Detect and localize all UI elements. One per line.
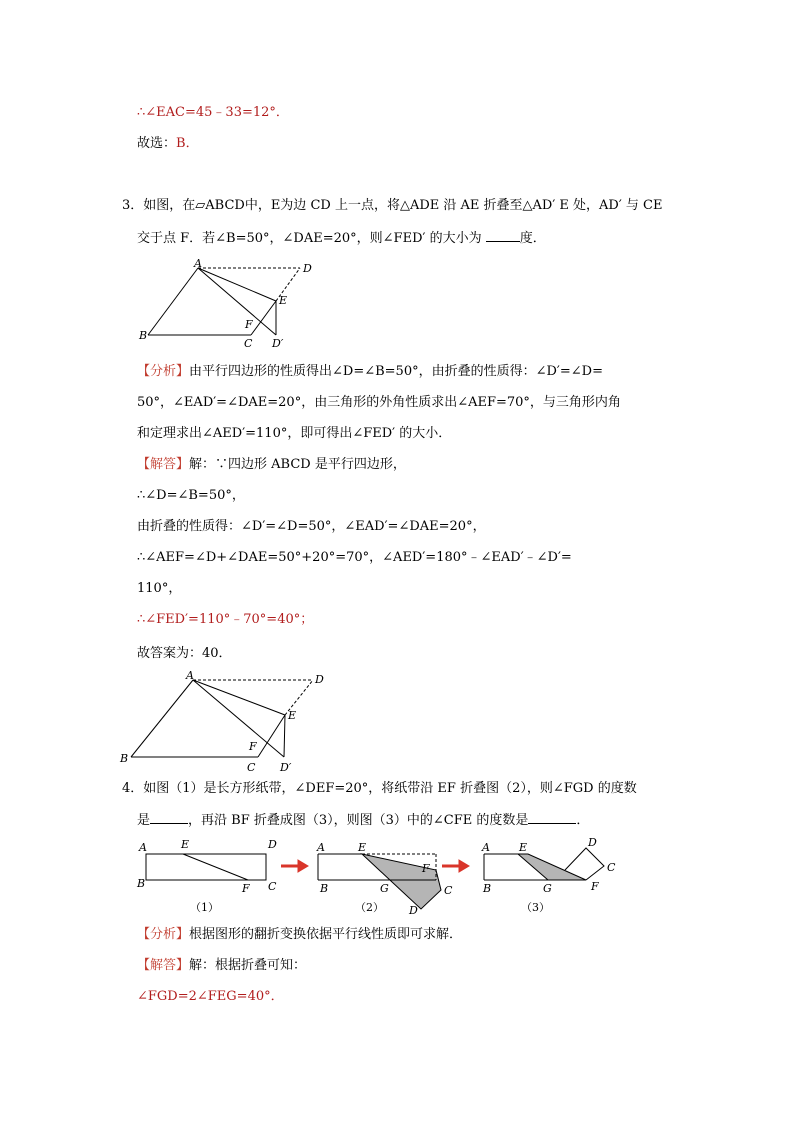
q4-fig2-label-c: C [444, 884, 453, 897]
q3-fig1-label-d: D [303, 262, 312, 275]
q4-fig3-label-f: F [591, 880, 599, 893]
q3-fig2-label-a: A [186, 669, 194, 682]
q4-fig3-label-g: G [543, 882, 552, 895]
q3-solution-line2: 由折叠的性质得：∠D′=∠D=50°，∠EAD′=∠DAE=20°， [137, 519, 486, 534]
q4-fig2-label-a: A [317, 841, 325, 854]
q3-solution-line1: ∴∠D=∠B=50°， [137, 488, 245, 503]
q3-analysis-line3: 和定理求出∠AED′=110°，即可得出∠FED′ 的大小． [137, 426, 452, 441]
q3-final-answer: 故答案为：40． [137, 646, 232, 661]
q3-analysis-tag: 【分析】 [137, 364, 190, 379]
q4-analysis-tag: 【分析】 [137, 927, 190, 942]
q4-figure-strip [136, 834, 626, 922]
q4-answer-blank-2 [528, 811, 576, 824]
q4-fig1-label-e: E [181, 838, 190, 851]
q4-fig3-label-d: D [588, 836, 597, 849]
q4-fig1-label-f: F [242, 882, 250, 895]
q4-solution-head: 【解答】解：根据折叠可知： [137, 958, 307, 973]
q3-fig1-label-c: C [244, 337, 253, 350]
q4-fig1-label-b: B [137, 877, 146, 890]
q3-fig2-label-e: E [288, 709, 297, 722]
q4-fig3-label-c: C [607, 861, 616, 874]
q4-fig3-label-a: A [482, 841, 490, 854]
q3-fig2-label-dprime: D′ [280, 761, 292, 774]
q4-stem-line1: 4．如图（1）是长方形纸带，∠DEF=20°，将纸带沿 EF 折叠图（2），则∠FGD 的度数 [122, 781, 637, 796]
arrow-icon [442, 860, 469, 872]
q4-fig1-label-a: A [139, 841, 147, 854]
q2-conclusion: ∴∠EAC=45﹣33=12°． [137, 105, 289, 120]
q4-fig1-caption: （1） [190, 901, 219, 914]
q4-fig2-label-b: B [320, 882, 329, 895]
q3-solution-line4: 110°， [137, 581, 182, 596]
q3-fig1-label-dprime: D′ [272, 337, 284, 350]
q3-fig2-label-f: F [249, 740, 257, 753]
q3-solution-line5: ∴∠FED′=110°﹣70°=40°； [137, 612, 314, 627]
q4-fig1-label-d: D [268, 838, 277, 851]
q4-analysis: 【分析】根据图形的翻折变换依据平行线性质即可求解． [137, 927, 463, 942]
q3-figure-1 [138, 258, 338, 353]
q4-fig2-label-e: E [358, 841, 367, 854]
q4-fig2-caption: （2） [355, 901, 384, 914]
q3-analysis-line2: 50°，∠EAD′=∠DAE=20°，由三角形的外角性质求出∠AEF=70°，与三角形内角 [137, 395, 621, 410]
q4-fig2-label-f: F [422, 862, 430, 875]
arrow-icon [281, 860, 308, 872]
q4-fig1-label-c: C [268, 880, 277, 893]
q4-fig2-label-d: D [409, 904, 418, 917]
q3-fig2-label-b: B [120, 752, 129, 765]
q4-answer-blank-1 [150, 811, 188, 824]
q3-fig1-label-f: F [245, 318, 253, 331]
q3-figure-2 [118, 668, 338, 776]
q3-stem-line1: 3．如图，在▱ABCD中，E为边 CD 上一点，将△ADE 沿 AE 折叠至△AD′ E 处，AD′ 与 CE [122, 198, 663, 213]
q4-fig3-label-e: E [519, 841, 528, 854]
q2-answer-choice: B． [176, 136, 199, 151]
q4-fig3-label-b: B [483, 882, 492, 895]
q3-fig1-label-b: B [139, 329, 148, 342]
q4-solution-line1: ∠FGD=2∠FEG=40°． [137, 989, 284, 1004]
q2-answer: 故选：B． [137, 136, 199, 151]
q3-solution-tag: 【解答】 [137, 457, 190, 472]
q3-fig2-label-c: C [247, 761, 256, 774]
q4-solution-tag: 【解答】 [137, 958, 190, 973]
q3-fig2-label-d: D [315, 673, 324, 686]
q3-answer-blank [486, 229, 520, 242]
q3-analysis-line1: 【分析】由平行四边形的性质得出∠D=∠B=50°，由折叠的性质得：∠D′=∠D= [137, 364, 603, 379]
q3-fig1-label-e: E [279, 294, 288, 307]
q4-stem-line2: 是 ，再沿 BF 折叠成图（3），则图（3）中的∠CFE 的度数是 ． [137, 813, 590, 828]
q4-fig3-caption: （3） [521, 901, 550, 914]
q3-fig1-label-a: A [194, 257, 202, 270]
q3-solution-line3: ∴∠AEF=∠D+∠DAE=50°+20°=70°，∠AED′=180°﹣∠EAD′﹣∠D′= [137, 550, 572, 565]
q3-stem-line2: 交于点 F．若∠B=50°，∠DAE=20°，则∠FED′ 的大小为 度． [137, 231, 546, 246]
q3-solution-head: 【解答】解：∵四边形 ABCD 是平行四边形， [137, 457, 406, 472]
q4-fig2-label-g: G [380, 882, 389, 895]
